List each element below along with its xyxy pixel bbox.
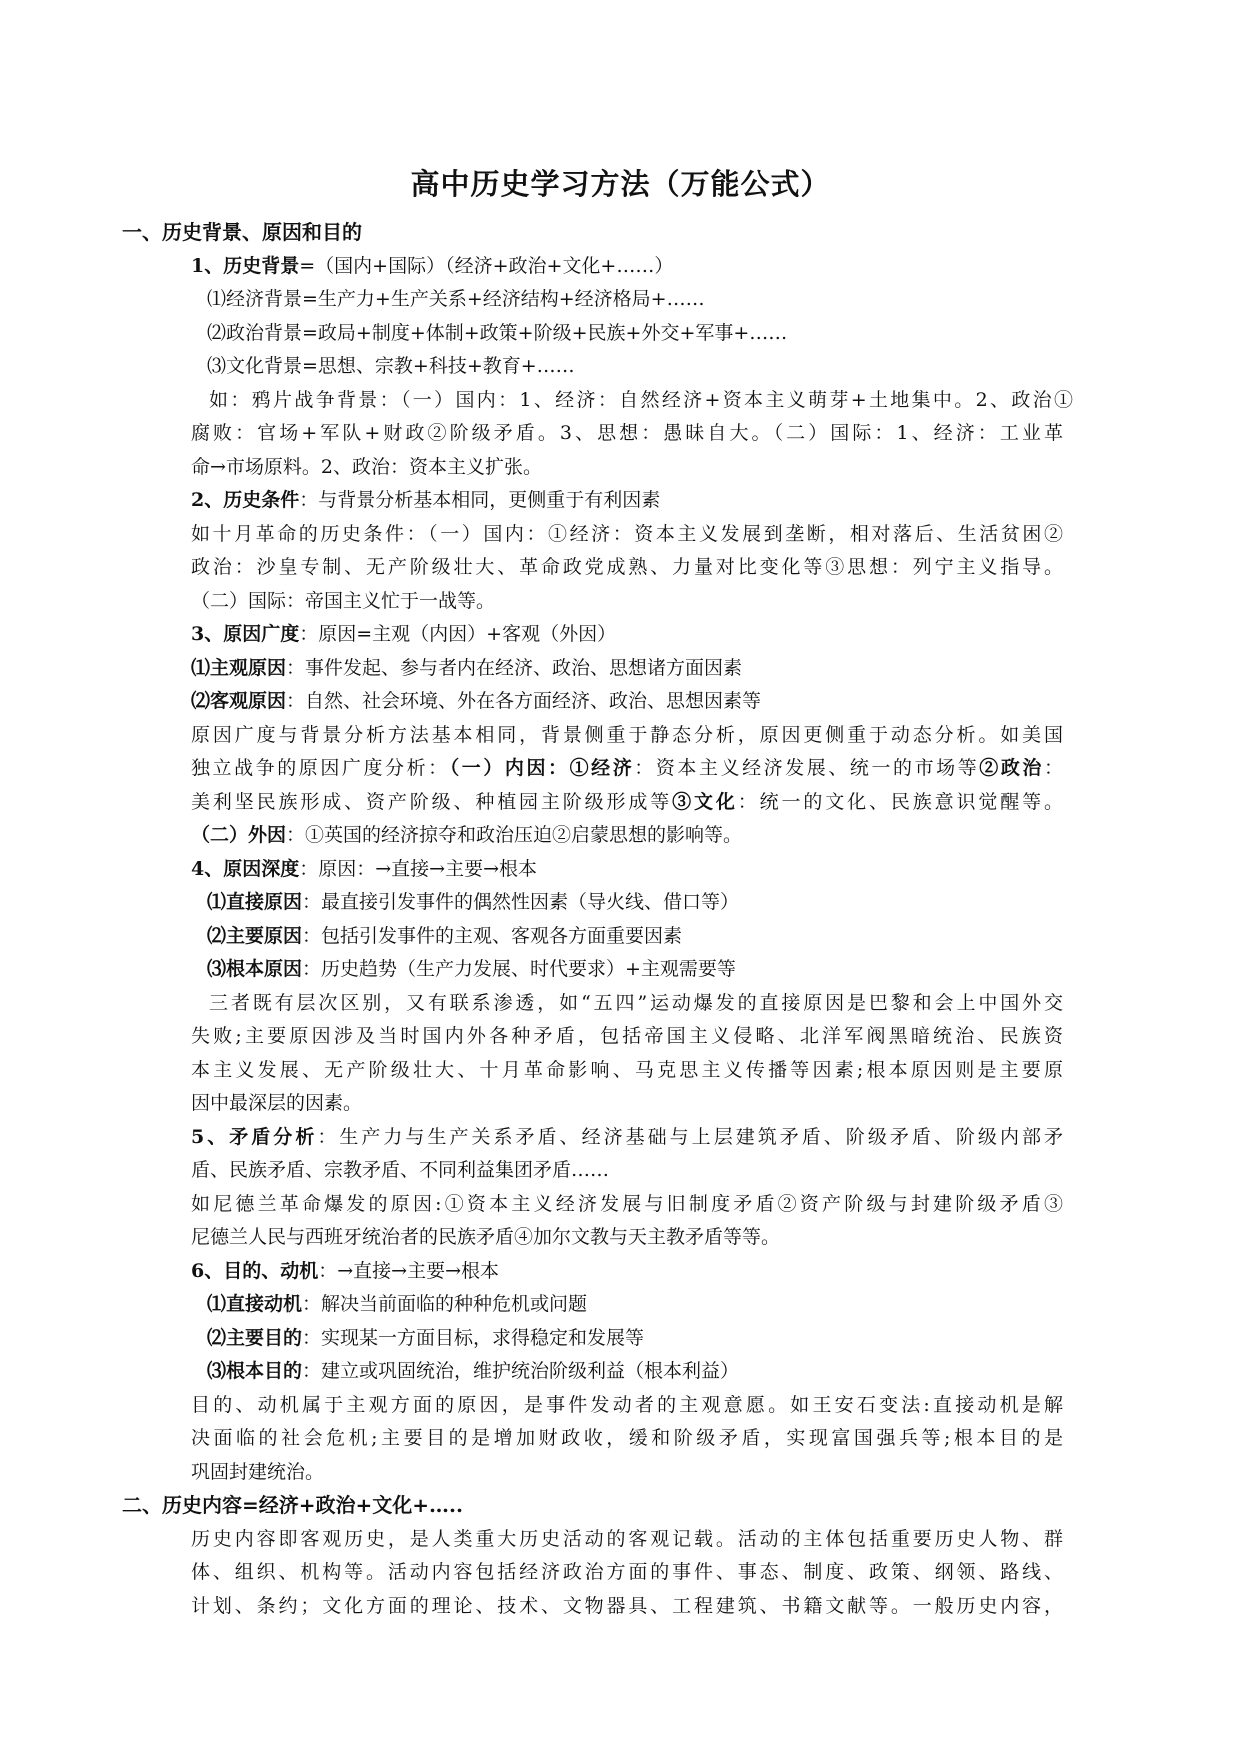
- example-line: （二）外因：①英国的经济掠夺和政治压迫②启蒙思想的影响等。: [191, 824, 743, 846]
- item-label: 5、矛盾分析: [191, 1125, 318, 1148]
- example-line: 如尼德兰革命爆发的原因:①资本主义经济发展与旧制度矛盾②资产阶级与封建阶级矛盾③: [191, 1192, 1063, 1215]
- item-label: 6、目的、动机: [191, 1259, 319, 1282]
- sub-item: ⑴直接动机：解决当前面临的种种危机或问题: [207, 1293, 588, 1315]
- example-line: 政治：沙皇专制、无产阶级壮大、革命政党成熟、力量对比变化等③思想：列宁主义指导。: [191, 556, 1063, 578]
- section-1-heading: 一、历史背景、原因和目的: [122, 220, 362, 244]
- example-line: 决面临的社会危机;主要目的是增加财政收，缓和阶级矛盾，实现富国强兵等;根本目的是: [191, 1427, 1063, 1449]
- item-text: =（国内+国际）（经济+政治+文化+……）: [299, 254, 674, 277]
- example-line: 如：鸦片战争背景：（一）国内：1、经济：自然经济+资本主义萌芽+土地集中。2、政治①: [209, 388, 1073, 411]
- sub-item: ⑵主要原因：包括引发事件的主观、客观各方面重要因素: [207, 924, 683, 947]
- item-4-heading: [0, 853, 1241, 887]
- item-5-heading: [0, 1121, 1241, 1155]
- item-text-continued: 盾、民族矛盾、宗教矛盾、不同利益集团矛盾……: [191, 1159, 610, 1181]
- item-2-heading: [0, 484, 1241, 518]
- sub-item: ⑴经济背景=生产力+生产关系+经济结构+经济格局+……: [207, 288, 705, 310]
- body-line: 计划、条约；文化方面的理论、技术、文物器具、工程建筑、书籍文献等。一般历史内容，: [191, 1594, 1063, 1617]
- item-label: 1、历史背景: [191, 254, 300, 277]
- example-line: 如十月革命的历史条件：（一）国内：①经济：资本主义发展到垄断，相对落后、生活贫困②: [191, 522, 1063, 545]
- example-line: 腐败：官场+军队+财政②阶级矛盾。3、思想：愚昧自大。（二）国际：1、经济：工业革: [191, 422, 1063, 444]
- document-body: [0, 216, 1241, 1623]
- sub-item: ⑶文化背景=思想、宗教+科技+教育+……: [207, 355, 575, 377]
- item-3-heading: [0, 618, 1241, 652]
- item-label: 3、原因广度: [191, 623, 300, 645]
- sub-item: ⑵主要目的：实现某一方面目标，求得稳定和发展等: [207, 1326, 645, 1349]
- body-line: 体、组织、机构等。活动内容包括经济政治方面的事件、事态、制度、政策、纲领、路线、: [191, 1561, 1063, 1583]
- item-text: ：生产力与生产关系矛盾、经济基础与上层建筑矛盾、阶级矛盾、阶级内部矛: [317, 1125, 1063, 1148]
- sub-item: ⑵客观原因：自然、社会环境、外在各方面经济、政治、思想因素等: [191, 690, 762, 712]
- item-1-heading: [0, 250, 1241, 284]
- sub-item: ⑴直接原因：最直接引发事件的偶然性因素（导火线、借口等）: [207, 891, 740, 913]
- sub-item: ⑶根本原因：历史趋势（生产力发展、时代要求）+主观需要等: [207, 958, 736, 980]
- sub-item: ⑶根本目的：建立或巩固统治，维护统治阶级利益（根本利益）: [207, 1360, 740, 1382]
- item-6-heading: [0, 1255, 1241, 1289]
- example-line: 失败;主要原因涉及当时国内外各种矛盾，包括帝国主义侵略、北洋军阀黑暗统治、民族资: [191, 1025, 1063, 1047]
- sub-item: ⑵政治背景=政局+制度+体制+政策+阶级+民族+外交+军事+……: [207, 321, 788, 344]
- example-line: （二）国际：帝国主义忙于一战等。: [191, 589, 496, 612]
- example-line: 巩固封建统治。: [191, 1460, 325, 1483]
- example-line: 本主义发展、无产阶级壮大、十月革命影响、马克思主义传播等因素;根本原因则是主要原: [191, 1058, 1063, 1081]
- example-line: 美利坚民族形成、资产阶级、种植园主阶级形成等③文化：统一的文化、民族意识觉醒等。: [191, 790, 1063, 813]
- example-line: 三者既有层次区别，又有联系渗透，如“五四”运动爆发的直接原因是巴黎和会上中国外交: [209, 991, 1063, 1014]
- item-label: 4、原因深度: [191, 857, 300, 880]
- item-text: ：→直接→主要→根本: [318, 1259, 499, 1282]
- item-text: ：原因=主观（内因）+客观（外因）: [299, 623, 617, 645]
- page-title: 高中历史学习方法（万能公式）: [410, 167, 831, 201]
- example-line: 原因广度与背景分析方法基本相同，背景侧重于静态分析，原因更侧重于动态分析。如美国: [191, 723, 1063, 746]
- example-line: 因中最深层的因素。: [191, 1092, 363, 1114]
- example-line: 独立战争的原因广度分析：（一）内因：①经济：资本主义经济发展、统一的市场等②政治：: [191, 757, 1063, 779]
- item-text: ：与背景分析基本相同，更侧重于有利因素: [299, 489, 661, 511]
- example-line: 目的、动机属于主观方面的原因，是事件发动者的主观意愿。如王安石变法:直接动机是解: [191, 1393, 1063, 1416]
- item-text: ：原因：→直接→主要→根本: [299, 857, 537, 880]
- example-line: 命→市场原料。2、政治：资本主义扩张。: [191, 455, 543, 478]
- body-line: 历史内容即客观历史，是人类重大历史活动的客观记载。活动的主体包括重要历史人物、群: [191, 1527, 1063, 1550]
- example-line: 尼德兰人民与西班牙统治者的民族矛盾④加尔文教与天主教矛盾等等。: [191, 1226, 781, 1248]
- item-label: 2、历史条件: [191, 489, 300, 511]
- section-2-heading: 二、历史内容=经济+政治+文化+…..: [122, 1493, 463, 1517]
- sub-item: ⑴主观原因：事件发起、参与者内在经济、政治、思想诸方面因素: [191, 656, 743, 679]
